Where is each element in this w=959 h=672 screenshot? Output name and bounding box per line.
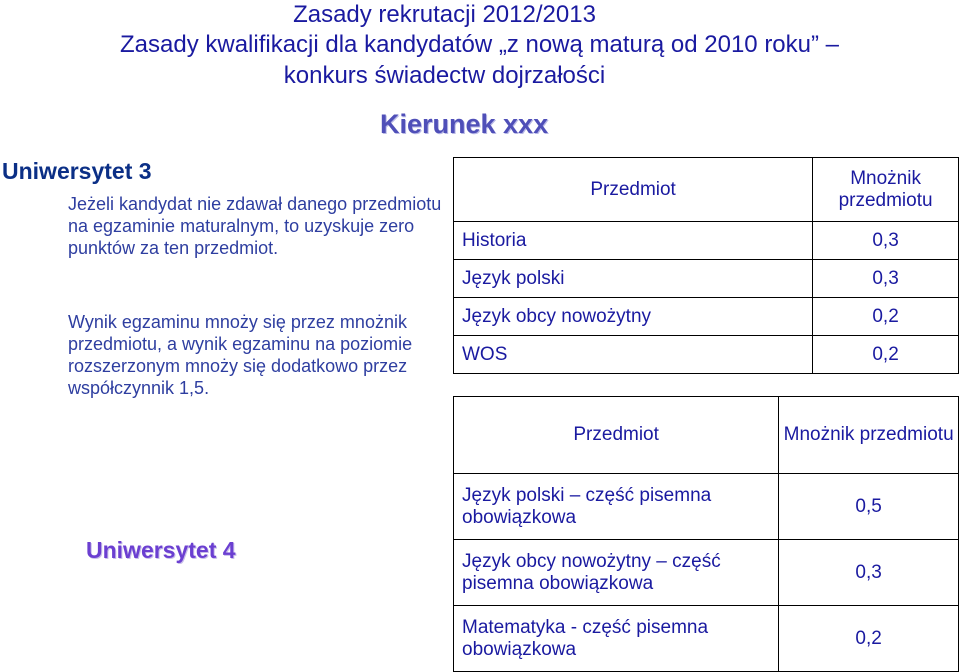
column-header-multiplier: Mnożnik przedmiotu <box>779 397 959 474</box>
table-row <box>454 222 959 260</box>
university-4-multiplier-table <box>453 396 959 672</box>
table-row <box>454 540 959 606</box>
multiplier-cell: 0,2 <box>813 336 959 374</box>
column-header-subject: Przedmiot <box>454 397 779 474</box>
subject-cell: Matematyka - część pisemna obowiązkowa <box>454 606 779 672</box>
multiplier-cell: 0,3 <box>813 260 959 298</box>
table-header-row <box>454 158 959 222</box>
multiplier-cell: 0,3 <box>813 222 959 260</box>
title-line-1: Zasady rekrutacji 2012/2013 <box>293 1 596 28</box>
multiplier-cell: 0,5 <box>779 474 959 540</box>
subject-cell: Język obcy nowożytny <box>454 298 813 336</box>
university-3-title: Uniwersytet 3 <box>2 158 152 184</box>
subject-cell: Język polski – część pisemna obowiązkowa <box>454 474 779 540</box>
column-header-multiplier: Mnożnik przedmiotu <box>813 158 959 222</box>
university-3-multiplier-table <box>453 157 959 374</box>
table-row <box>454 606 959 672</box>
column-header-subject: Przedmiot <box>454 158 813 222</box>
multiplier-cell: 0,2 <box>779 606 959 672</box>
multiplier-cell: 0,2 <box>813 298 959 336</box>
subject-cell: Język obcy nowożytny – część pisemna obowiązkowa <box>454 540 779 606</box>
title-line-2: Zasady kwalifikacji dla kandydatów „z nową maturą od 2010 roku” – <box>119 31 840 58</box>
table-row <box>454 260 959 298</box>
table-row <box>454 336 959 374</box>
table-row <box>454 474 959 540</box>
university-4-title: Uniwersytet 4 <box>86 537 236 563</box>
multiplier-cell: 0,3 <box>779 540 959 606</box>
field-of-study-heading: Kierunek xxx <box>380 109 549 139</box>
university-3-rule-zero-points: Jeżeli kandydat nie zdawał danego przedmiotu na egzaminie maturalnym, to uzyskuje zero punktów za ten przedmiot. <box>68 194 442 258</box>
subject-cell: Język polski <box>454 260 813 298</box>
title-line-3: konkurs świadectw dojrzałości <box>283 62 606 89</box>
subject-cell: Historia <box>454 222 813 260</box>
table-row <box>454 298 959 336</box>
university-3-rule-multiplier: Wynik egzaminu mnoży się przez mnożnik przedmiotu, a wynik egzaminu na poziomie rozszerzonym mnoży się dodatkowo przez współczynnik 1,5. <box>68 312 413 398</box>
table-header-row <box>454 397 959 474</box>
subject-cell: WOS <box>454 336 813 374</box>
